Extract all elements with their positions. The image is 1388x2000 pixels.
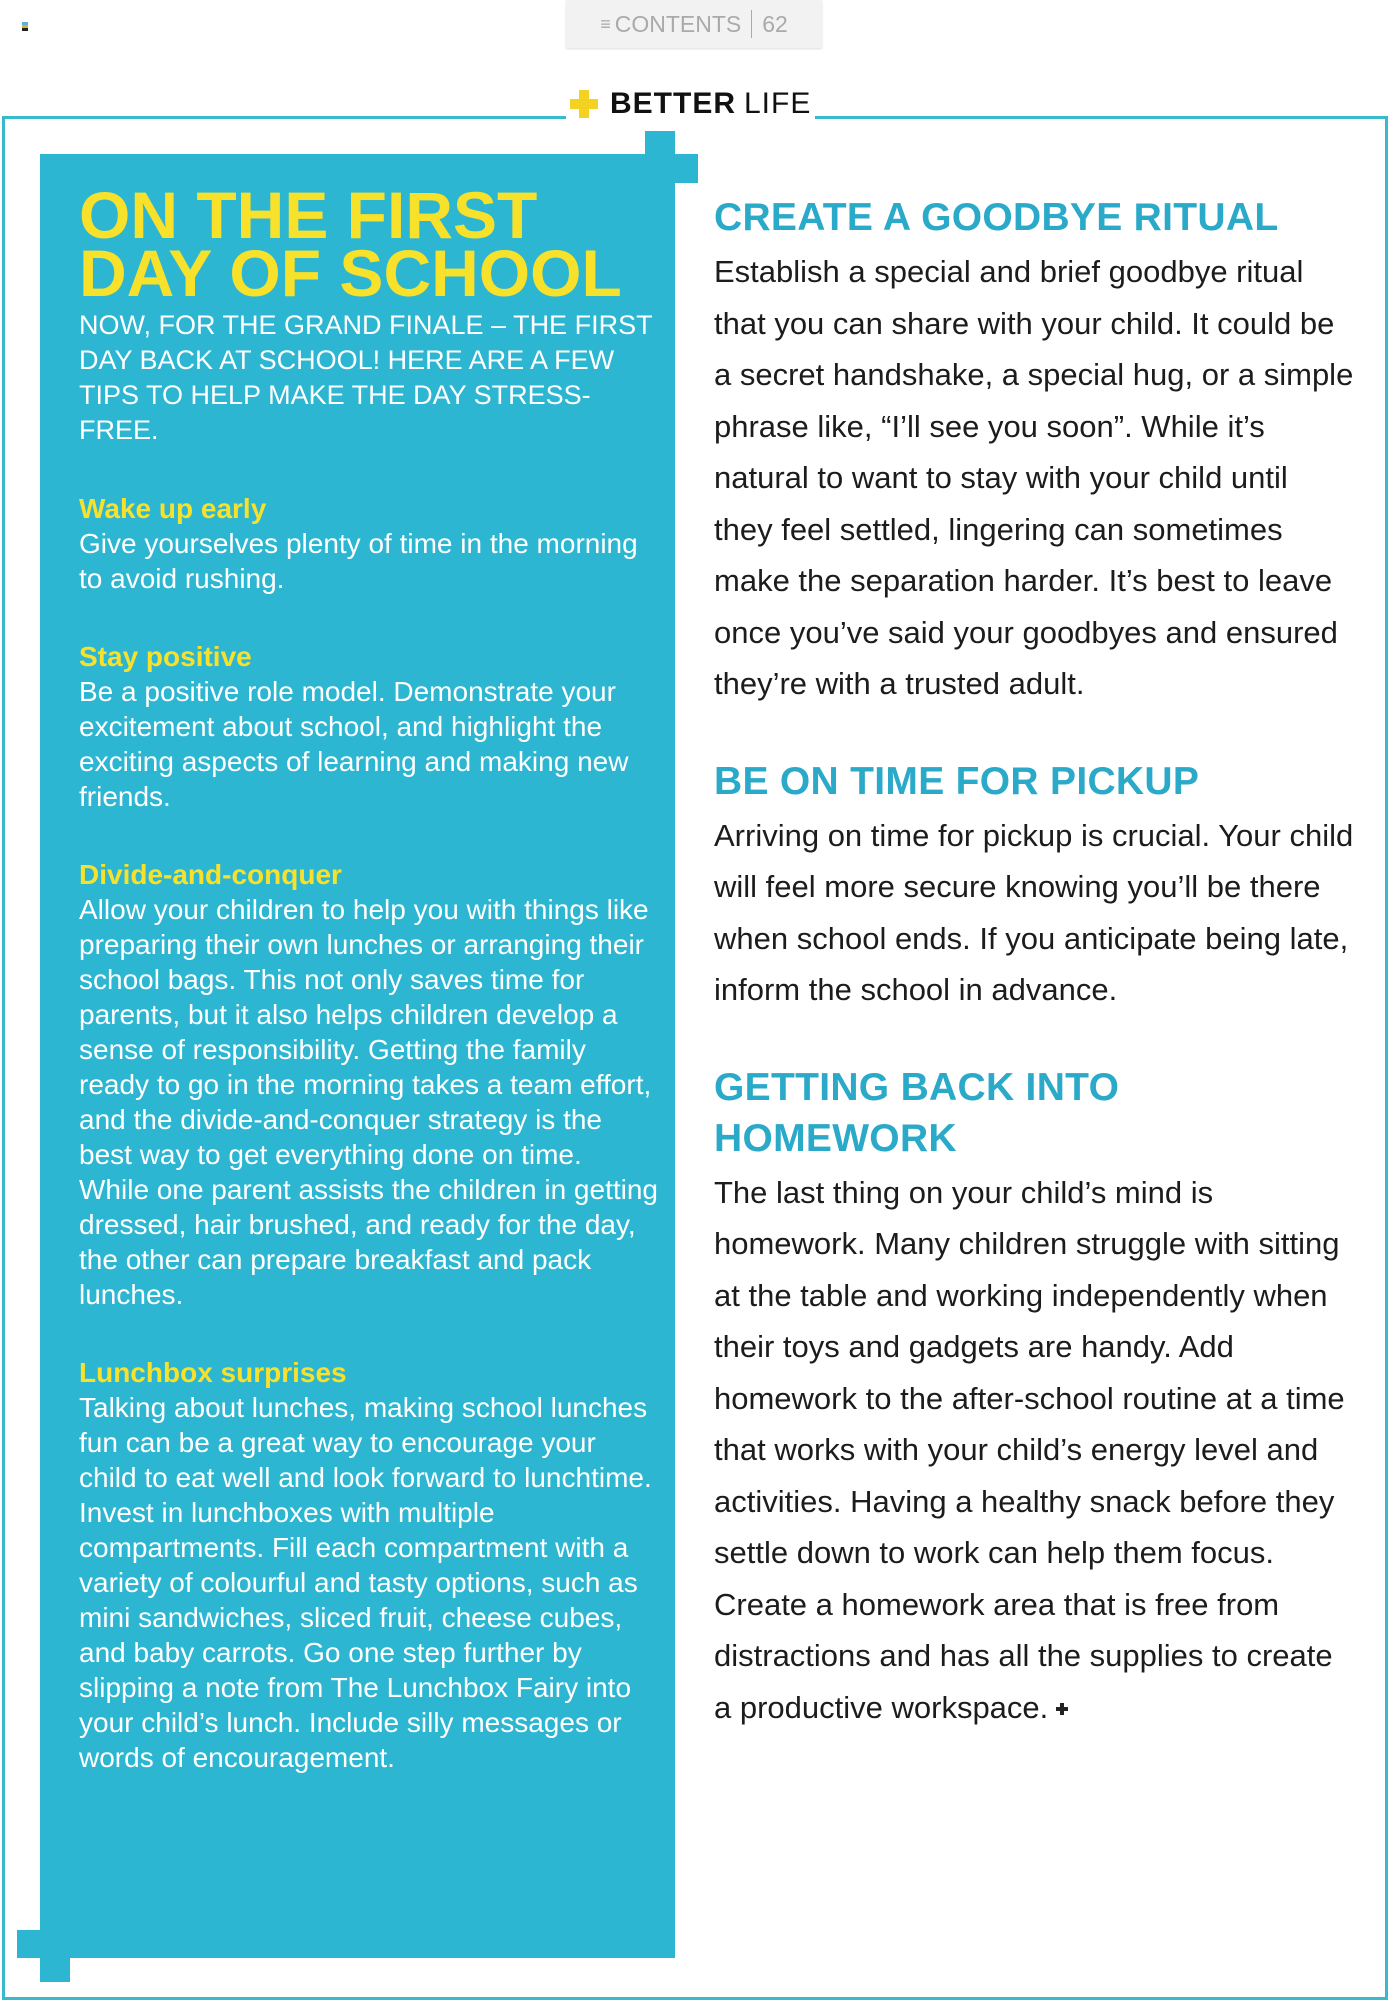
section-heading: CREATE A GOODBYE RITUAL [714,196,1279,239]
tip-heading: Wake up early [79,493,267,524]
section-label-light: LIFE [744,87,812,120]
tip-heading: Lunchbox surprises [79,1357,347,1388]
tip-body: Talking about lunches, making school lunches fun can be a great way to encourage your child to eat well and look forward to lunchtime. Invest in lunchboxes with multiple compartments. Fill each compartment with a variety of colourful and tasty options, such as mini sandwiches, sliced fruit, cheese cubes, and baby carrots. Go one step further by slipping a note from The Lunchbox Fairy into your child’s lunch. Include silly messages or words of encouragement. [79,1392,652,1773]
section-body-text: The last thing on your child’s mind is homework. Many children struggle with sitting at the table and working independently when their toys and gadgets are handy. Add homework to the after-school routine at a time that works with your child’s energy level and activities. Having a healthy snack before they settle down to work can help them focus. Create a homework area that is free from distractions and has all the supplies to create a productive workspace. [714,1174,1345,1725]
title-line: DAY OF SCHOOL [79,236,622,310]
contents-button[interactable] [566,0,822,48]
section-body: Establish a special and brief goodbye ritual that you can share with your child. It could be a secret handshake, a special hug, or a simple phrase like, “I’ll see you soon”. While it’s natural to want to stay with your child until they feel settled, lingering can sometimes make the separation harder. It’s best to leave once you’ve said your goodbyes and ensured they’re with a trusted adult. [714,254,1354,701]
tip [79,639,659,814]
article-section [714,1062,1354,1734]
tip-body: Give yourselves plenty of time in the morning to avoid rushing. [79,528,638,594]
tip [79,857,659,1312]
menu-icon: ≡ [600,13,611,34]
sidebar-title [79,178,659,310]
end-mark-icon [1056,1703,1068,1715]
corner-plus-decoration [645,154,698,183]
plus-icon [570,90,598,118]
tip-body: Allow your children to help you with things like preparing their own lunches or arranging their school bags. This not only saves time for parents, but it also helps children develop a sense of responsibility. Getting the family ready to go in the morning takes a team effort, and the divide-and-conquer strategy is the best way to get everything done on time. While one parent assists the children in getting dressed, hair brushed, and ready for the day, the other can prepare breakfast and pack lunches. [79,894,658,1310]
main-content [714,192,1354,1733]
app-flag-icon [22,22,28,31]
tip-body: Be a positive role model. Demonstrate your excitement about school, and highlight the exciting aspects of learning and making new friends. [79,676,629,812]
sidebar-intro: NOW, FOR THE GRAND FINALE – THE FIRST DAY BACK AT SCHOOL! HERE ARE A FEW TIPS TO HELP MAKE THE DAY STRESS-FREE. [79,310,653,445]
tip [79,1355,659,1775]
section-label-bold: BETTER [610,87,736,120]
tip-heading: Divide-and-conquer [79,859,342,890]
contents-label: CONTENTS [614,10,742,37]
section-body: Arriving on time for pickup is crucial. Your child will feel more secure knowing you’ll be there when school ends. If you anticipate being late, inform the school in advance. [714,817,1354,1007]
section-label [566,86,815,122]
sidebar-content [79,178,659,1775]
title-line: ON THE FIRST [79,178,538,252]
divider [751,10,752,38]
section-body [714,1167,1354,1734]
page-number: 62 [762,10,788,37]
article-section [714,192,1354,710]
section-heading: GETTING BACK INTO HOMEWORK [714,1065,1120,1160]
corner-plus-decoration [40,1950,70,1982]
tip [79,491,659,596]
article-section [714,756,1354,1016]
section-heading: BE ON TIME FOR PICKUP [714,759,1200,803]
tip-heading: Stay positive [79,641,252,672]
